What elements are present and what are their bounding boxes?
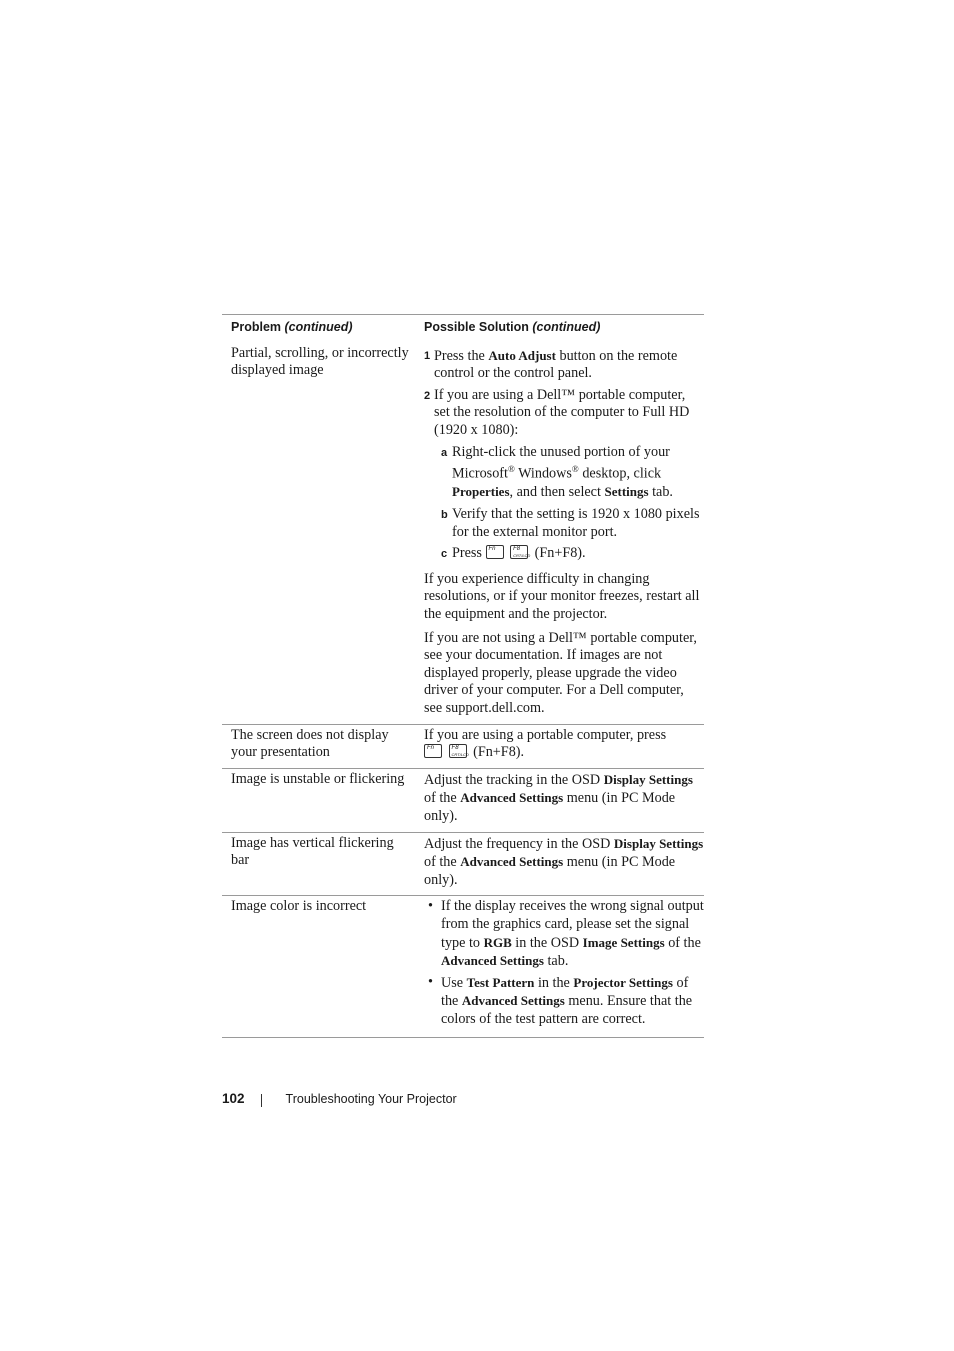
solution-cell [414, 343, 704, 724]
substep-text: Press Fn F8 CRT/LCD (Fn+F8). [452, 545, 586, 562]
substep-a [441, 444, 704, 503]
table-row [222, 769, 704, 833]
substep-letter: c [441, 548, 448, 561]
problem-cell: Image is unstable or flickering [231, 770, 405, 787]
footer-divider [261, 1094, 262, 1107]
substep-letter: b [441, 509, 448, 522]
page-number: 102 [222, 1091, 245, 1106]
solution-cell: Adjust the tracking in the OSD Display Settings of the Advanced Settings menu (in PC Mode only). [424, 771, 693, 824]
header-problem-suffix: (continued) [284, 320, 353, 334]
fn-key-icon: Fn [486, 545, 504, 559]
table-row [222, 725, 704, 769]
header-problem-label: Problem [231, 320, 282, 334]
table-row [222, 833, 704, 897]
substep-text: Verify that the setting is 1920 x 1080 pixels for the external monitor port. [452, 506, 700, 540]
solution-cell [414, 896, 704, 1034]
bullet-item [428, 898, 704, 970]
problem-cell: The screen does not display your presentation [231, 726, 389, 761]
header-solution-suffix: (continued) [532, 320, 601, 334]
troubleshooting-table [222, 314, 704, 1038]
bullet-text: Use Test Pattern in the Projector Settings of the Advanced Settings menu. Ensure that the colors of the test pattern are correct. [441, 974, 693, 1027]
problem-cell: Image has vertical flickering bar [231, 834, 394, 869]
solution-cell [414, 725, 704, 768]
paragraph: If you experience difficulty in changing resolutions, or if your monitor freezes, restart all the equipment and the projector. [424, 570, 700, 623]
header-problem [222, 315, 414, 343]
step-number: 1 [424, 349, 431, 362]
step-number: 2 [424, 389, 431, 402]
table-row [222, 896, 704, 1037]
solution-text: (Fn+F8). [473, 744, 525, 761]
substep-letter: a [441, 446, 448, 459]
f8-key-icon: F8 CRT/LCD [510, 545, 528, 559]
substep-c [441, 545, 704, 564]
step-text: Press the Auto Adjust button on the remote control or the control panel. [434, 347, 678, 382]
bullet-icon: • [428, 973, 433, 990]
f8-key-icon: F8 CRT/LCD [449, 744, 467, 758]
table-row [222, 343, 704, 725]
step-1 [424, 347, 704, 383]
problem-cell: Partial, scrolling, or incorrectly displayed image [231, 344, 409, 379]
table-header [222, 315, 704, 343]
solution-text: If you are using a portable computer, press [424, 726, 667, 743]
section-title: Troubleshooting Your Projector [285, 1091, 457, 1106]
page-footer [222, 1090, 457, 1107]
bullet-item [428, 974, 704, 1029]
header-solution [414, 315, 704, 343]
substep-b [441, 506, 704, 541]
solution-cell: Adjust the frequency in the OSD Display Settings of the Advanced Settings menu (in PC Mode only). [424, 835, 704, 888]
step-2 [424, 387, 704, 440]
step-text: If you are using a Dell™ portable computer, set the resolution of the computer to Full HD (1920 x 1080): [434, 386, 690, 438]
bullet-text: If the display receives the wrong signal output from the graphics card, please set the signal type to RGB in the OSD Image Settings of the Advanced Settings tab. [441, 898, 704, 970]
header-solution-label: Possible Solution [424, 320, 529, 334]
fn-key-icon: Fn [424, 744, 442, 758]
paragraph: If you are not using a Dell™ portable computer, see your documentation. If images are not displayed properly, please upgrade the video driver of your computer. For a Dell computer, see support.dell.com. [424, 629, 697, 717]
bullet-icon: • [428, 898, 433, 915]
problem-cell: Image color is incorrect [231, 898, 367, 915]
substep-text: Right-click the unused portion of your Microsoft® Windows® desktop, click Properties, and then select Settings tab. [452, 443, 673, 501]
